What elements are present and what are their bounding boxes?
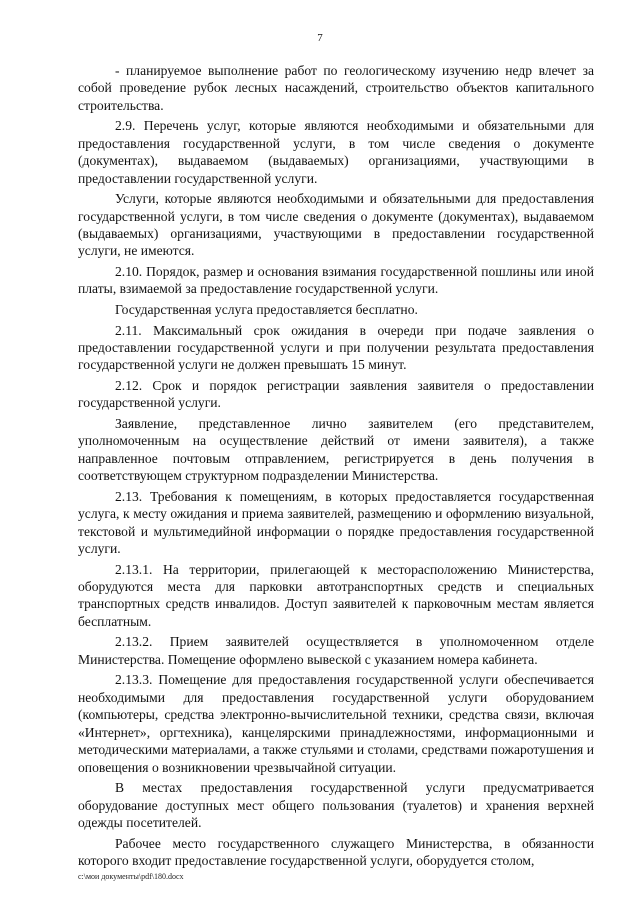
paragraph-registration: Заявление, представленное лично заявителем (его представителем, уполномоченным на осуществление действий от имени заявителя), а также направленное почтовым отправлением, регистрируется в день получения в соответствующем структурном подразделении Министерства.: [78, 416, 594, 484]
paragraph-services-none: Услуги, которые являются необходимыми и обязательными для предоставления государственной услуги, в том числе сведения о документе (документах), выдаваемом (выдаваемых) организациями, участвующими в предоставлении государственной услуги, не имеются.: [78, 191, 594, 259]
document-body: [78, 62, 594, 873]
page-number: 7: [317, 32, 323, 44]
paragraph-geological-works: - планируемое выполнение работ по геологическому изучению недр влечет за собой проведение рубок лесных насаждений, строительство объектов капитального строительства.: [78, 63, 594, 113]
paragraph-facilities: В местах предоставления государственной услуги предусматривается оборудование доступных мест общего пользования (туалетов) и хранения верхней одежды посетителей.: [78, 780, 594, 830]
paragraph-2-13-3: 2.13.3. Помещение для предоставления государственной услуги обеспечивается необходимыми для предоставления государственной услуги оборудованием (компьютеры, средства электронно-вычислительной техники, средства связи, включая «Интернет», оргтехника), канцелярскими принадлежностями, информационными и методическими материалами, а также стульями и столами, средствами пожаротушения и оповещения о возникновении чрезвычайной ситуации.: [78, 672, 594, 775]
paragraph-2-13-2: 2.13.2. Прием заявителей осуществляется в уполномоченном отделе Министерства. Помещение оформлено вывеской с указанием номера кабинета.: [78, 634, 594, 667]
paragraph-2-11: 2.11. Максимальный срок ожидания в очереди при подаче заявления о предоставлении государственной услуги и при получении результата предоставления государственной услуги не должен превышать 15 минут.: [78, 322, 594, 373]
footer-file-path: c:\мои документы\pdf\180.docx: [78, 872, 184, 881]
paragraph-2-13: 2.13. Требования к помещениям, в которых предоставляется государственная услуга, к месту ожидания и приема заявителей, размещению и оформлению визуальной, текстовой и мультимедийной информации о порядке предоставления государственной услуги.: [78, 488, 594, 557]
paragraph-free-service: Государственная услуга предоставляется бесплатно.: [115, 302, 418, 318]
paragraph-2-9: 2.9. Перечень услуг, которые являются необходимыми и обязательными для предоставления государственной услуги, в том числе сведения о документе (документах), выдаваемом (выдаваемых) организациями, участвующими в предоставлении государственной услуги.: [78, 118, 594, 186]
paragraph-workplace: Рабочее место государственного служащего Министерства, в обязанности которого входит предоставление государственной услуги, оборудуется столом,: [78, 835, 594, 868]
paragraph-2-10: 2.10. Порядок, размер и основания взимания государственной пошлины или иной платы, взимаемой за предоставление государственной услуги.: [78, 264, 594, 297]
paragraph-2-12: 2.12. Срок и порядок регистрации заявления заявителя о предоставлении государственной услуги.: [78, 378, 594, 411]
paragraph-2-13-1: 2.13.1. На территории, прилегающей к месторасположению Министерства, оборудуются места для парковки автотранспортных средств и специальных транспортных средств инвалидов. Доступ заявителей к парковочным местам является бесплатным.: [78, 561, 594, 629]
